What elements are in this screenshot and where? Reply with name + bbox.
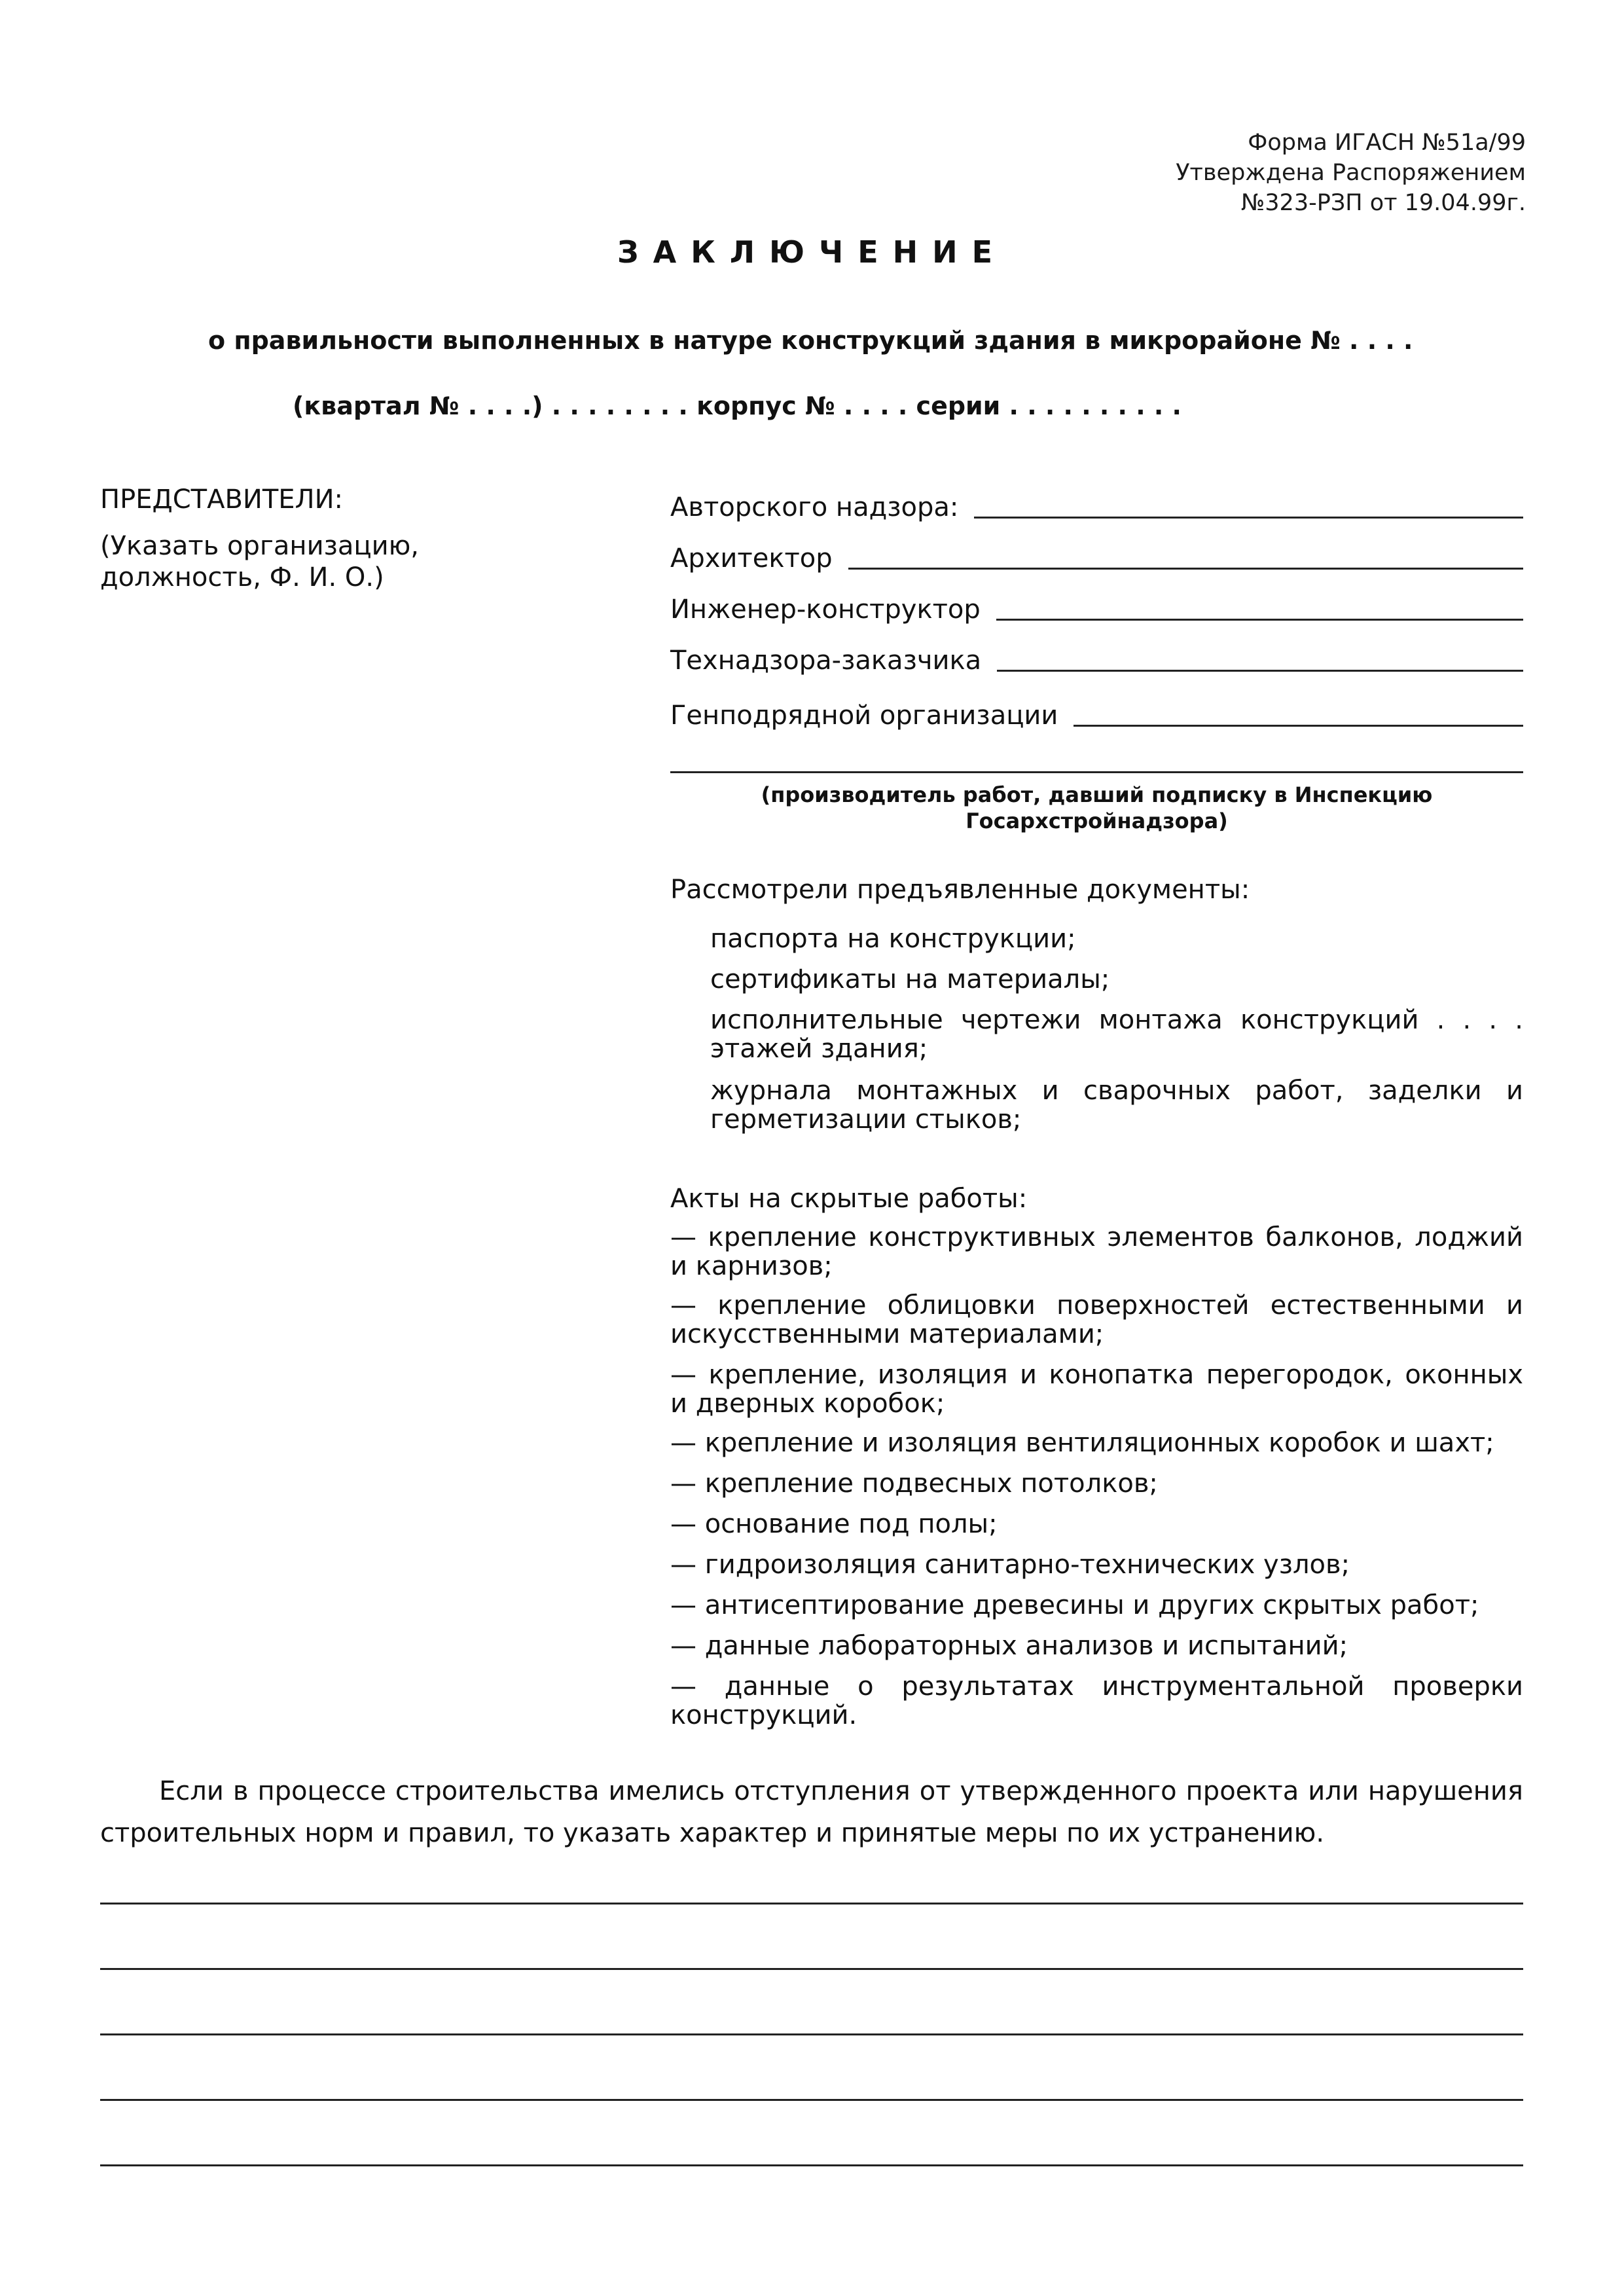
field-label: Инженер-конструктор bbox=[670, 594, 981, 625]
act-item: — крепление подвесных потолков; bbox=[670, 1468, 1158, 1499]
field-label: Авторского надзора: bbox=[670, 492, 959, 522]
act-item: — крепление и изоляция вентиляционных коробок и шахт; bbox=[670, 1428, 1494, 1458]
fill-line bbox=[1074, 725, 1523, 727]
field-label: Генподрядной организации bbox=[670, 701, 1058, 731]
subtitle-line-1: о правильности выполненных в натуре конструкций здания в микрорайоне № . . . . bbox=[208, 326, 1413, 355]
contractor-caption: (производитель работ, давший подписку в Инспекцию Госархстройнадзора) bbox=[761, 782, 1433, 833]
act-item: — крепление, изоляция и конопатка перегородок, оконных и дверных коробок; bbox=[670, 1360, 1523, 1419]
subtitle-line-2: (квартал № . . . .) . . . . . . . . корпус № . . . . серии . . . . . . . . . . bbox=[293, 392, 1182, 420]
approval-text: Утверждена Распоряжением bbox=[1176, 160, 1526, 186]
form-meta bbox=[1176, 128, 1526, 218]
field-label: Технадзора-заказчика bbox=[670, 646, 982, 676]
document-item: паспорта на конструкции; bbox=[710, 924, 1076, 954]
field-label: Архитектор bbox=[670, 543, 833, 574]
act-item: — крепление облицовки поверхностей естественными и искусственными материалами; bbox=[670, 1290, 1523, 1349]
acts-heading: Акты на скрытые работы: bbox=[670, 1184, 1028, 1214]
answer-line bbox=[100, 1968, 1523, 1970]
field-structural-engineer bbox=[670, 592, 1523, 625]
act-item: — крепление конструктивных элементов балконов, лоджий и карнизов; bbox=[670, 1222, 1523, 1281]
fill-line bbox=[848, 568, 1523, 570]
field-architect bbox=[670, 541, 1523, 574]
representatives-note: (Указать организацию, должность, Ф. И. О.) bbox=[100, 531, 419, 592]
act-item: — данные лабораторных анализов и испытаний; bbox=[670, 1631, 1348, 1661]
approval-order: №323-РЗП от 19.04.99г. bbox=[1240, 190, 1526, 216]
act-item: — данные о результатах инструментальной проверки конструкций. bbox=[670, 1671, 1523, 1730]
fill-line bbox=[996, 619, 1523, 621]
form-number: Форма ИГАСН №51а/99 bbox=[1248, 130, 1526, 156]
documents-heading: Рассмотрели предъявленные документы: bbox=[670, 875, 1250, 905]
field-general-contractor bbox=[670, 698, 1523, 731]
contractor-signature-line bbox=[670, 771, 1523, 773]
act-item: — антисептирование древесины и других скрытых работ; bbox=[670, 1590, 1479, 1620]
answer-line bbox=[100, 1903, 1523, 1904]
document-item: сертификаты на материалы; bbox=[710, 964, 1110, 994]
document-item: исполнительные чертежи монтажа конструкций . . . . этажей здания; bbox=[710, 1005, 1523, 1064]
field-author-supervision bbox=[670, 490, 1523, 522]
document-item: журнала монтажных и сварочных работ, заделки и герметизации стыков; bbox=[710, 1076, 1523, 1135]
act-item: — основание под полы; bbox=[670, 1509, 998, 1539]
field-customer-supervision bbox=[670, 643, 1523, 676]
answer-line bbox=[100, 2033, 1523, 2035]
representatives-label: ПРЕДСТАВИТЕЛИ: bbox=[100, 484, 343, 515]
answer-line bbox=[100, 2099, 1523, 2101]
deviation-paragraph: Если в процессе строительства имелись отступления от утвержденного проекта или нарушения строительных норм и правил, то указать характер и принятые меры по их устранению. bbox=[100, 1776, 1523, 1848]
fill-line bbox=[974, 517, 1523, 519]
act-item: — гидроизоляция санитарно-технических узлов; bbox=[670, 1550, 1350, 1580]
fill-line bbox=[997, 670, 1523, 672]
document-title: ЗАКЛЮЧЕНИЕ bbox=[617, 234, 1007, 270]
answer-line bbox=[100, 2164, 1523, 2166]
